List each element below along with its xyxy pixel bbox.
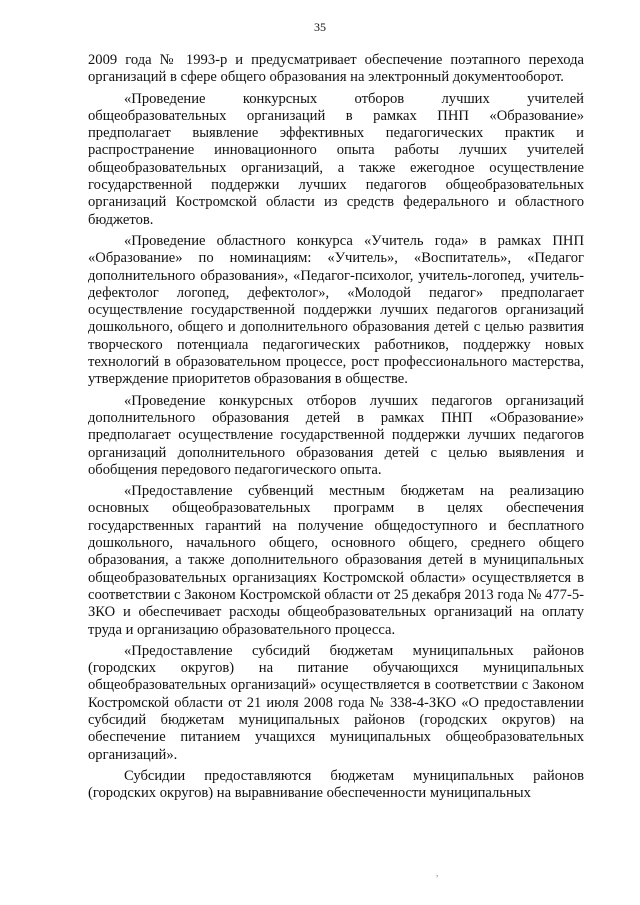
paragraph-meal-subsidies: «Предоставление субсидий бюджетам муниципальных районов (городских округов) на питание обучающихся муниципальных общеобразовательных организаций» осуществляется в соответствии с Законом Костромской области от 21 июля 2008 года № 338-4-ЗКО «О предоставлении субсидий бюджетам муниципальных районов (городских округов) на обеспечение питанием учащихся муниципальных общеобразовательных организаций». [88, 642, 584, 763]
document-body [88, 52, 584, 806]
scan-speck: , [436, 868, 439, 878]
paragraph-subsidy-equalization: Субсидии предоставляются бюджетам муниципальных районов (городских округов) на выравнивание обеспеченности муниципальных [88, 767, 584, 802]
paragraph-subventions: «Предоставление субвенций местным бюджетам на реализацию основных общеобразовательных программ в целях обеспечения государственных гарантий на получение общедоступного и бесплатного дошкольного, начального общего, основного общего, среднего общего образования, а также дополнительного образования детей в муниципальных общеобразовательных организациях Костромской области» осуществляется в соответствии с Законом Костромской области от 25 декабря 2013 года № 477-5-ЗКО и обеспечивает расходы общеобразовательных организаций на оплату труда и организацию образовательного процесса. [88, 483, 584, 638]
paragraph-electronic-document-flow: 2009 года № 1993-р и предусматривает обеспечение поэтапного перехода организаций в сфере общего образования на электронный документооборот. [88, 52, 584, 86]
paragraph-teacher-of-the-year: «Проведение областного конкурса «Учитель года» в рамках ПНП «Образование» по номинациям: «Учитель», «Воспитатель», «Педагог дополнительного образования», «Педагог-психолог, учитель-логопед, учитель-дефектолог логопед, дефектолог», «Молодой педагог» предполагает осуществление государственной поддержки лучших педагогов организаций дошкольного, общего и дополнительного образования детей с целью развития творческого потенциала педагогических работников, поддержку новых технологий в образовательном процессе, рост профессионального мастерства, утверждение приоритетов образования в обществе. [88, 232, 584, 388]
paragraph-additional-education-competitions: «Проведение конкурсных отборов лучших педагогов организаций дополнительного образования детей в рамках ПНП «Образование» предполагает осуществление государственной поддержки лучших педагогов организаций дополнительного образования детей с целью выявления и обобщения передового педагогического опыта. [88, 392, 584, 478]
page-number: 35 [314, 20, 326, 34]
paragraph-teacher-competitions: «Проведение конкурсных отборов лучших учителей общеобразовательных организаций в рамках ПНП «Образование» предполагает выявление эффективных педагогических практик и распространение инновационного опыта работы лучших учителей общеобразовательных организаций, а также ежегодное осуществление государственной поддержки лучших педагогов общеобразовательных организаций Костромской области из средств федерального и областного бюджетов. [88, 90, 584, 228]
